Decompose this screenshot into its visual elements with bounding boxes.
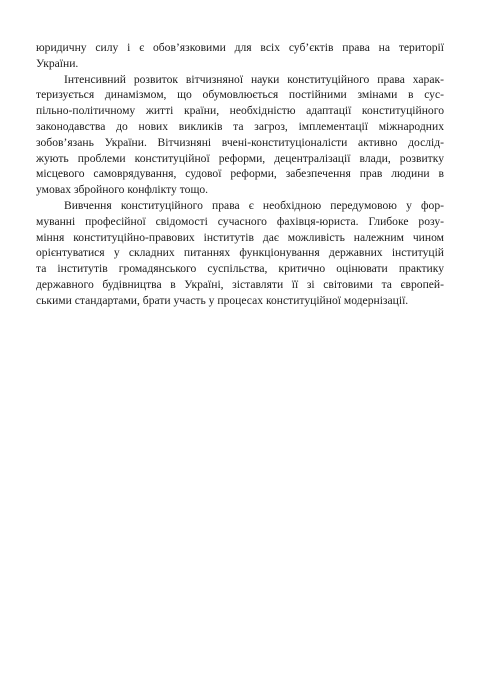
text-line: міння конституційно-правових інститутів дає можливість належним чином — [36, 230, 444, 244]
text-line: Інтенсивний розвиток вітчизняної науки конституційного права харак- — [64, 72, 444, 86]
text-line: умовах збройного конфлікту тощо. — [36, 183, 209, 197]
text-line: місцевого самоврядування, судової реформи, забезпечення прав людини в — [36, 167, 444, 181]
text-line: України. — [36, 56, 79, 70]
text-line: теризується динамізмом, що обумовлюється постійними змінами в сус- — [36, 88, 444, 102]
text-line: державного будівництва в Україні, зіставляти її зі світовими та європей- — [36, 277, 444, 291]
text-line: зобов’язань України. Вітчизняні вчені-конституціоналісти активно дослід- — [36, 135, 444, 149]
text-line: Вивчення конституційного права є необхідною передумовою у фор- — [64, 198, 444, 212]
paragraph-3 — [36, 198, 444, 309]
paragraph-1 — [36, 40, 444, 72]
text-line: жують проблеми конституційної реформи, децентралізації влади, розвитку — [36, 151, 444, 165]
text-line: юридичну силу і є обов’язковими для всіх суб’єктів права на території — [36, 41, 444, 54]
text-line: законодавства до нових викликів та загроз, імплементації міжнародних — [36, 119, 444, 133]
text-line: орієнтуватися у складних питаннях функціонування державних інституцій — [36, 246, 444, 260]
text-line: та інститутів громадянського суспільства, критично оцінювати практику — [36, 262, 444, 276]
text-line: пільно-політичному житті країни, необхідністю адаптації конституційного — [36, 104, 444, 118]
text-line: ськими стандартами, брати участь у процесах конституційної модернізації. — [36, 293, 409, 307]
text-line: муванні професійної свідомості сучасного фахівця-юриста. Глибоке розу- — [36, 214, 444, 228]
document-page — [36, 40, 444, 309]
paragraph-2 — [36, 72, 444, 198]
